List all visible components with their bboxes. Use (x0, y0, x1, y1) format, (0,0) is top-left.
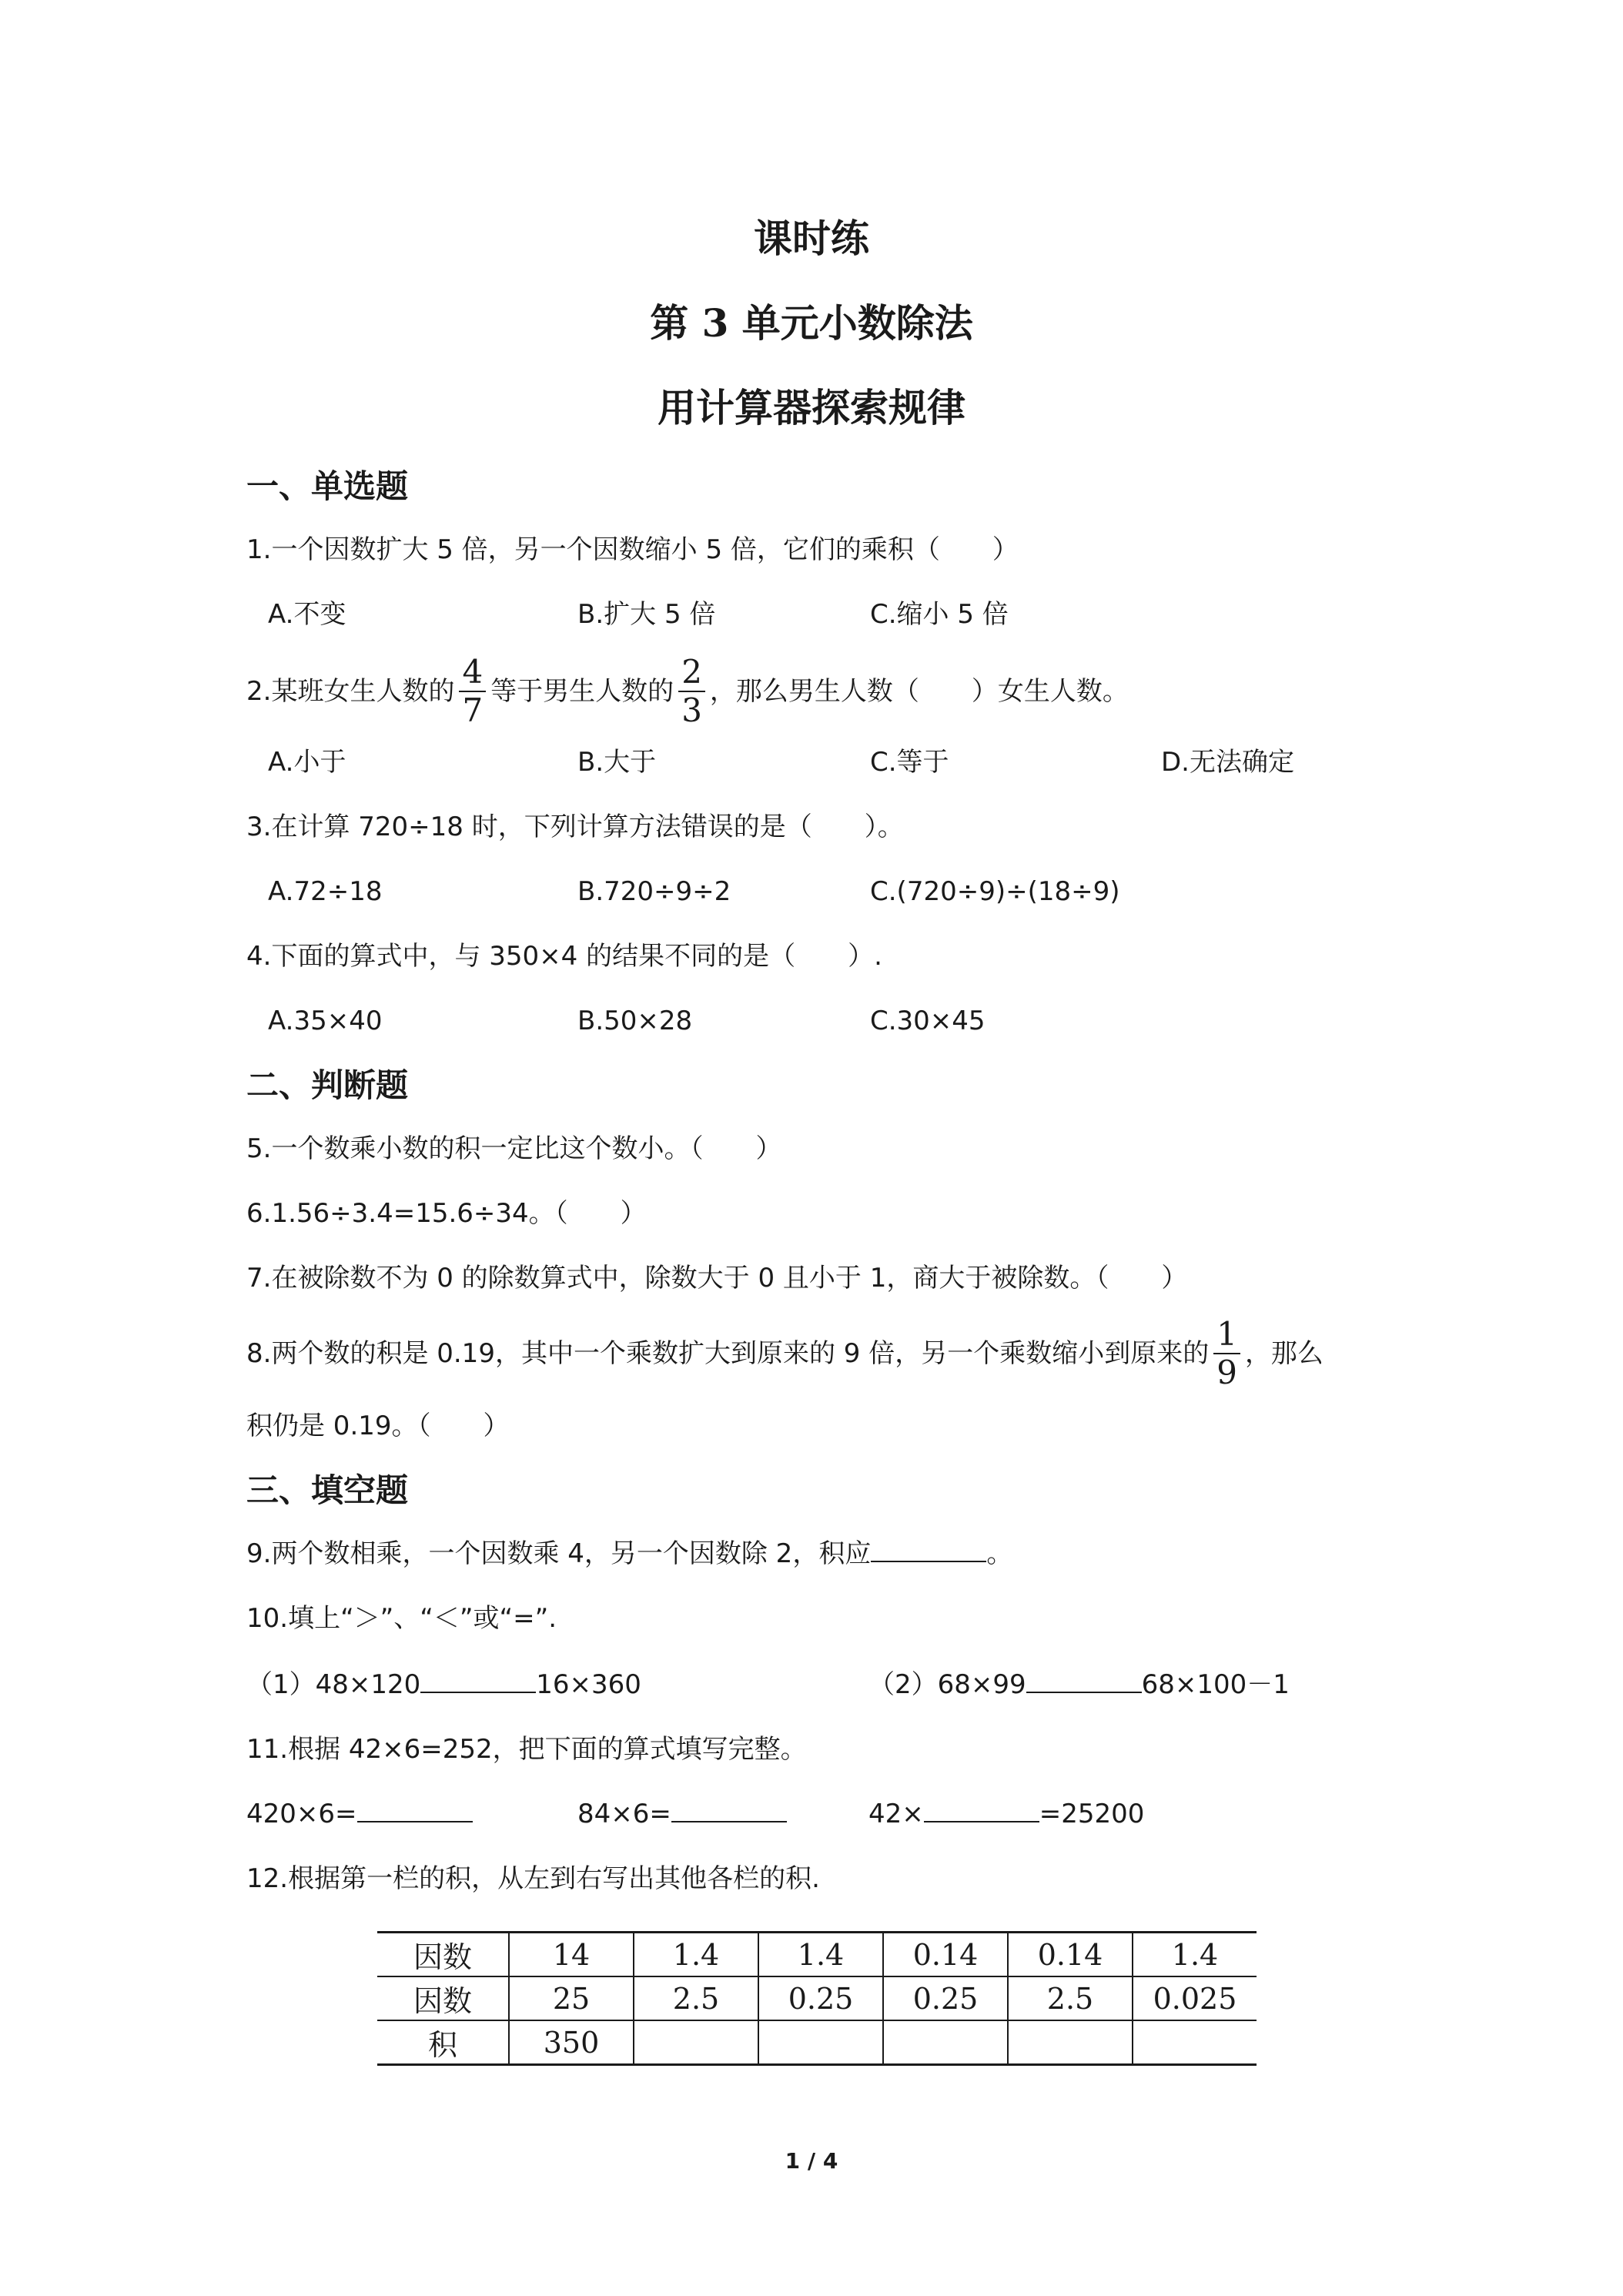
table-answer-cell[interactable] (883, 2020, 1008, 2065)
q2-option-c: C.等于 (870, 747, 949, 778)
table-answer-cell[interactable] (758, 2020, 883, 2065)
answer-blank[interactable] (420, 1668, 536, 1693)
q2-part-3: ，那么男生人数（ ）女生人数。 (709, 676, 1129, 707)
product-table (377, 1931, 1257, 2066)
table-answer-cell[interactable] (634, 2020, 758, 2065)
q2-fraction-2-numerator: 2 (681, 653, 702, 691)
table-cell: 0.14 (1008, 1933, 1133, 1977)
section-true-false: 二、判断题 (246, 1066, 409, 1104)
q1-option-c: C.缩小 5 倍 (870, 599, 1009, 630)
q3-option-c: C.(720÷9)÷(18÷9) (870, 876, 1120, 907)
q8-fraction (1213, 1317, 1240, 1390)
question-3: 3.在计算 720÷18 时，下列计算方法错误的是（ ）。 (246, 812, 904, 842)
question-9 (246, 1537, 1012, 1571)
q2-fraction-1-numerator: 4 (462, 653, 484, 691)
section-single-choice: 一、单选题 (246, 467, 409, 505)
question-6: 6.1.56÷3.4=15.6÷34。（ ） (246, 1198, 647, 1229)
table-cell: 0.14 (883, 1933, 1008, 1977)
q2-option-b: B.大于 (577, 747, 657, 778)
q8-part-2: ，那么 (1244, 1338, 1323, 1369)
q2-fraction-1 (459, 655, 486, 728)
title-3: 用计算器探索规律 (658, 385, 965, 430)
page-number: 1 / 4 (785, 2148, 838, 2174)
q3-option-a: A.72÷18 (268, 876, 383, 907)
table-cell: 积 (427, 2028, 457, 2062)
question-5: 5.一个数乘小数的积一定比这个数小。（ ） (246, 1133, 782, 1164)
q2-option-a: A.小于 (268, 747, 346, 778)
question-12: 12.根据第一栏的积，从左到右写出其他各栏的积. (246, 1863, 820, 1894)
table-cell: 0.25 (883, 1976, 1008, 2020)
q2-fraction-2-denominator: 3 (681, 691, 702, 729)
table-cell: 25 (509, 1976, 634, 2020)
question-7: 7.在被除数不为 0 的除数算式中，除数大于 0 且小于 1，商大于被除数。（ ） (246, 1263, 1188, 1294)
q10-item-1 (246, 1668, 641, 1702)
question-2 (246, 653, 1129, 730)
table-cell: 1.4 (634, 1933, 758, 1977)
question-1: 1.一个因数扩大 5 倍，另一个因数缩小 5 倍，它们的乘积（ ） (246, 534, 1019, 565)
q2-option-d: D.无法确定 (1161, 747, 1294, 778)
table-cell: 因数 (413, 1940, 472, 1974)
q4-option-c: C.30×45 (870, 1006, 986, 1036)
answer-blank[interactable] (1026, 1668, 1142, 1693)
q2-part-2: 等于男生人数的 (490, 676, 674, 707)
q1-option-b: B.扩大 5 倍 (577, 599, 716, 630)
q11-expression-3-left: 42× (868, 1799, 924, 1829)
title-2: 第 3 单元小数除法 (650, 300, 973, 346)
q10-item-1-right: 16×360 (536, 1669, 641, 1700)
question-8 (246, 1315, 1323, 1392)
q10-item-2-right: 68×100－1 (1141, 1669, 1290, 1700)
q4-option-a: A.35×40 (268, 1006, 383, 1036)
table-cell: 0.025 (1133, 1976, 1257, 2020)
q11-expression-3-right: =25200 (1039, 1799, 1145, 1829)
q3-option-b: B.720÷9÷2 (577, 876, 731, 907)
q9-part-1: 9.两个数相乘，一个因数乘 4，另一个因数除 2，积应 (246, 1538, 872, 1569)
table-cell: 1.4 (1133, 1933, 1257, 1977)
table-cell: 2.5 (1008, 1976, 1133, 2020)
q4-option-b: B.50×28 (577, 1006, 693, 1036)
q10-item-2 (868, 1668, 1290, 1702)
question-8-line-2: 积仍是 0.19。（ ） (246, 1411, 510, 1441)
table-row (377, 2020, 1257, 2065)
q2-fraction-2 (678, 655, 705, 728)
table-answer-cell[interactable] (1133, 2020, 1257, 2065)
section-fill-blank: 三、填空题 (246, 1471, 409, 1509)
table-cell: 14 (509, 1933, 634, 1977)
q10-item-1-left: （1）48×120 (246, 1669, 421, 1700)
question-10: 10.填上“＞”、“＜”或“=”. (246, 1603, 557, 1634)
q1-option-a: A.不变 (268, 599, 346, 630)
q11-expression-2 (577, 1797, 787, 1831)
q2-part-1: 2.某班女生人数的 (246, 676, 455, 707)
table-row (377, 1933, 1257, 1977)
q11-expression-3 (868, 1797, 1144, 1831)
table-cell: 350 (509, 2020, 634, 2065)
table-cell: 2.5 (634, 1976, 758, 2020)
answer-blank[interactable] (924, 1798, 1039, 1822)
q11-expression-1-text: 420×6= (246, 1799, 357, 1829)
q11-expression-1 (246, 1797, 473, 1831)
table-row (377, 1976, 1257, 2020)
q8-part-1: 8.两个数的积是 0.19，其中一个乘数扩大到原来的 9 倍，另一个乘数缩小到原来的 (246, 1338, 1210, 1369)
question-4: 4.下面的算式中，与 350×4 的结果不同的是（ ）. (246, 941, 882, 972)
title-1: 课时练 (754, 216, 869, 261)
q2-fraction-1-denominator: 7 (462, 691, 484, 729)
table-cell: 1.4 (758, 1933, 883, 1977)
answer-blank[interactable] (671, 1798, 787, 1822)
q8-fraction-denominator: 9 (1216, 1354, 1237, 1391)
table-cell: 因数 (413, 1984, 472, 2018)
table-answer-cell[interactable] (1008, 2020, 1133, 2065)
answer-blank[interactable] (357, 1798, 473, 1822)
q10-item-2-left: （2）68×99 (868, 1669, 1026, 1700)
q9-part-2: 。 (986, 1538, 1013, 1569)
table-cell: 0.25 (758, 1976, 883, 2020)
q8-fraction-numerator: 1 (1216, 1315, 1237, 1353)
question-11: 11.根据 42×6=252，把下面的算式填写完整。 (246, 1734, 807, 1765)
q11-expression-2-text: 84×6= (577, 1799, 671, 1829)
answer-blank[interactable] (871, 1538, 986, 1562)
